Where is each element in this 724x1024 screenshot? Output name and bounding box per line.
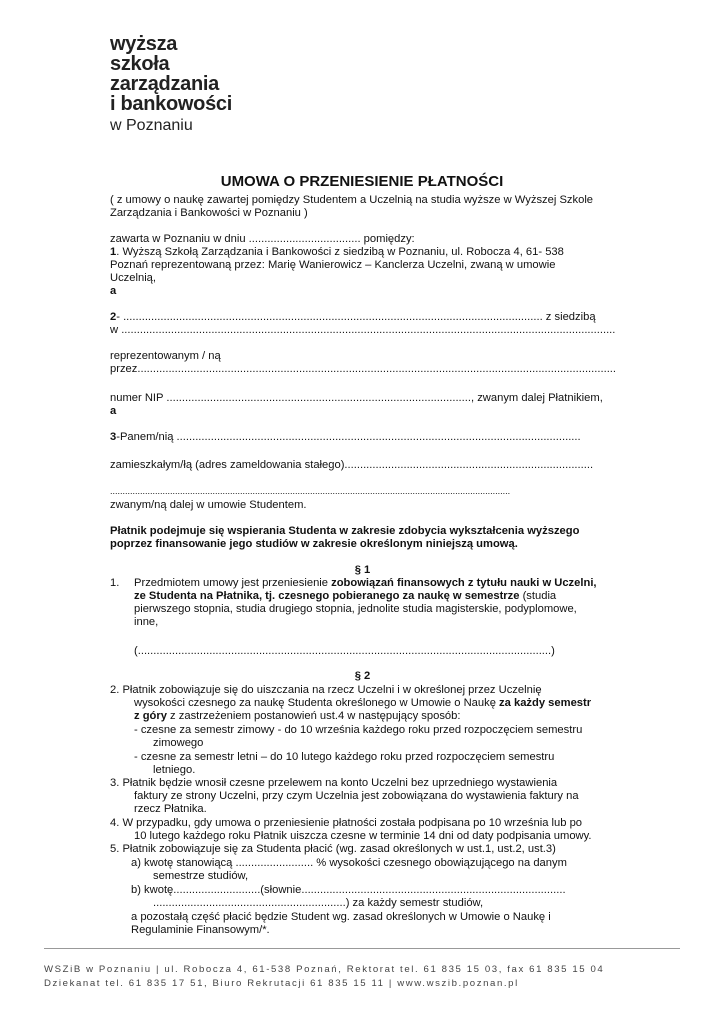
footer-divider xyxy=(44,948,680,949)
party-2-text-1: - ....................................................................................................................................... z siedzibą xyxy=(116,311,596,323)
section-2-heading: § 2 xyxy=(354,670,371,682)
section-2-par-3-line-3: rzecz Płatnika. xyxy=(134,803,207,815)
remainder-line-1: a pozostałą część płacić będzie Student wg. zasad określonych w Umowie o Naukę i xyxy=(131,911,551,923)
section-2-par-5-line-1: 5. Płatnik zobowiązuje się za Studenta płacić (wg. zasad określonych w ust.1, ust.2, ust.3) xyxy=(110,843,556,855)
option-a-line-2: semestrze studiów, xyxy=(153,870,249,882)
section-1-line-2 xyxy=(134,590,556,603)
party-2-line-1 xyxy=(110,311,596,324)
section-1-line-2b: (studia xyxy=(519,590,557,602)
section-2-par-2-line-2b: za każdy semestr xyxy=(499,697,592,709)
remainder-line-2: Regulaminie Finansowym/*. xyxy=(131,924,270,936)
logo-line-5: w Poznaniu xyxy=(110,117,193,134)
document-title: UMOWA O PRZENIESIENIE PŁATNOŚCI xyxy=(220,173,504,190)
bullet-1-line-2: zimowego xyxy=(153,737,204,749)
contract-date-line: zawarta w Poznaniu w dniu .................................... pomiędzy: xyxy=(110,233,415,245)
section-1-line-1a: Przedmiotem umowy jest przeniesienie xyxy=(134,577,332,589)
section-1-line-2a: ze Studenta na Płatnika, tj. czesnego pobieranego za naukę w semestrze xyxy=(134,590,520,602)
address-dots-line: ................................................................................................................................................................ xyxy=(110,486,511,496)
bullet-2-line-2: letniego. xyxy=(153,764,196,776)
party-3-text: -Panem/nią .................................................................................................................................. xyxy=(116,431,581,443)
section-1-heading: § 1 xyxy=(354,564,371,576)
party-3-line xyxy=(110,431,581,444)
party-1-number: 1 xyxy=(110,246,117,258)
footer-line-2: Dziekanat tel. 61 835 17 51, Biuro Rekrutacji 61 835 15 11 | www.wszib.poznan.pl xyxy=(44,978,519,989)
section-2-par-2-line-1: 2. Płatnik zobowiązuje się do uiszczania na rzecz Uczelni i w określonej przez Uczelnię xyxy=(110,684,542,696)
declaration-line-1: Płatnik podejmuje się wspierania Studenta w zakresie zdobycia wykształcenia wyższego xyxy=(110,525,580,537)
intro-line-1: ( z umowy o naukę zawartej pomiędzy Studentem a Uczelnią na studia wyższe w Wyższej Szkole xyxy=(110,194,594,206)
section-2-par-3-line-1: 3. Płatnik będzie wnosił czesne przelewem na konto Uczelni bez uprzedniego wystawienia xyxy=(110,777,558,789)
party-1-line-2: Poznań reprezentowaną przez: Marię Wanierowicz – Kanclerza Uczelni, zwaną w umowie xyxy=(110,259,556,271)
logo-line-1: wyższa xyxy=(110,33,178,55)
represented-line-2: przez.......................................................................................................................................................... xyxy=(110,363,617,375)
and-2: a xyxy=(110,405,117,417)
party-1-line-3: Uczelnią, xyxy=(110,272,157,284)
section-1-line-5: (.....................................................................................................................................) xyxy=(134,645,555,657)
party-2-line-2: w ............................................................................................................................................................... xyxy=(110,324,616,336)
declaration-line-2: poprzez finansowanie jego studiów w zakresie określonym niniejszą umową. xyxy=(110,538,518,550)
section-2-par-2-line-2a: wysokości czesnego za naukę Studenta określonego w Umowie o Naukę xyxy=(134,697,500,709)
section-1-line-1 xyxy=(134,577,597,590)
address-line: zamieszkałym/łą (adres zameldowania stałego)................................................................................ xyxy=(110,459,594,471)
logo-line-4: i bankowości xyxy=(110,93,232,115)
section-2-par-2-line-3 xyxy=(134,710,460,723)
section-2-par-2-line-2 xyxy=(134,697,591,710)
party-1-text-1: . Wyższą Szkołą Zarządzania i Bankowości z siedzibą w Poznaniu, ul. Robocza 4, 61- 538 xyxy=(116,246,564,258)
logo-line-2: szkoła xyxy=(110,53,170,75)
section-2-par-2-line-3b: z zastrzeżeniem postanowień ust.4 w następujący sposób: xyxy=(166,710,461,722)
section-1-line-3: pierwszego stopnia, studia drugiego stopnia, jednolite studia magisterskie, podyplomowe, xyxy=(134,603,577,615)
section-2-par-4-line-1: 4. W przypadku, gdy umowa o przeniesienie płatności została podpisana po 10 września lub po xyxy=(110,817,583,829)
bullet-1-line-1: - czesne za semestr zimowy - do 10 września każdego roku przed rozpoczęciem semestru xyxy=(134,724,583,736)
nip-line: numer NIP .................................................................................................., zwanym dalej Płatnikiem, xyxy=(110,392,603,404)
section-2-par-3-line-2: faktury ze strony Uczelni, przy czym Uczelnia jest zobowiązana do wystawienia faktury na xyxy=(134,790,579,802)
school-logo xyxy=(110,34,232,134)
section-2-par-4-line-2: 10 lutego każdego roku Płatnik uiszcza czesne w terminie 14 dni od daty podpisania umowy. xyxy=(134,830,592,842)
and-1: a xyxy=(110,285,117,297)
student-line: zwanym/ną dalej w umowie Studentem. xyxy=(110,499,307,511)
option-a-line-1: a) kwotę stanowiącą ......................... % wysokości czesnego obowiązującego na danym xyxy=(131,857,567,869)
party-1-line-1 xyxy=(110,246,564,259)
party-3-number: 3 xyxy=(110,431,117,443)
section-1-line-4: inne, xyxy=(134,616,159,628)
intro-line-2: Zarządzania i Bankowości w Poznaniu ) xyxy=(110,207,308,219)
option-b-line-2: ..............................................................) za każdy semestr studiów, xyxy=(153,897,484,909)
represented-line-1: reprezentowanym / ną xyxy=(110,350,221,362)
logo-line-3: zarządzania xyxy=(110,73,219,95)
footer-line-1: WSZiB w Poznaniu | ul. Robocza 4, 61-538 Poznań, Rektorat tel. 61 835 15 03, fax 61 835 15 04 xyxy=(44,964,605,975)
party-2-number: 2 xyxy=(110,311,117,323)
section-1-number: 1. xyxy=(110,577,120,589)
bullet-2-line-1: - czesne za semestr letni – do 10 lutego każdego roku przed rozpoczęciem semestru xyxy=(134,751,555,763)
section-1-line-1b: zobowiązań finansowych z tytułu nauki w Uczelni, xyxy=(331,577,597,589)
option-b-line-1: b) kwotę............................(słownie..................................................................................... xyxy=(131,884,566,896)
section-2-par-2-line-3a: z góry xyxy=(134,710,167,722)
